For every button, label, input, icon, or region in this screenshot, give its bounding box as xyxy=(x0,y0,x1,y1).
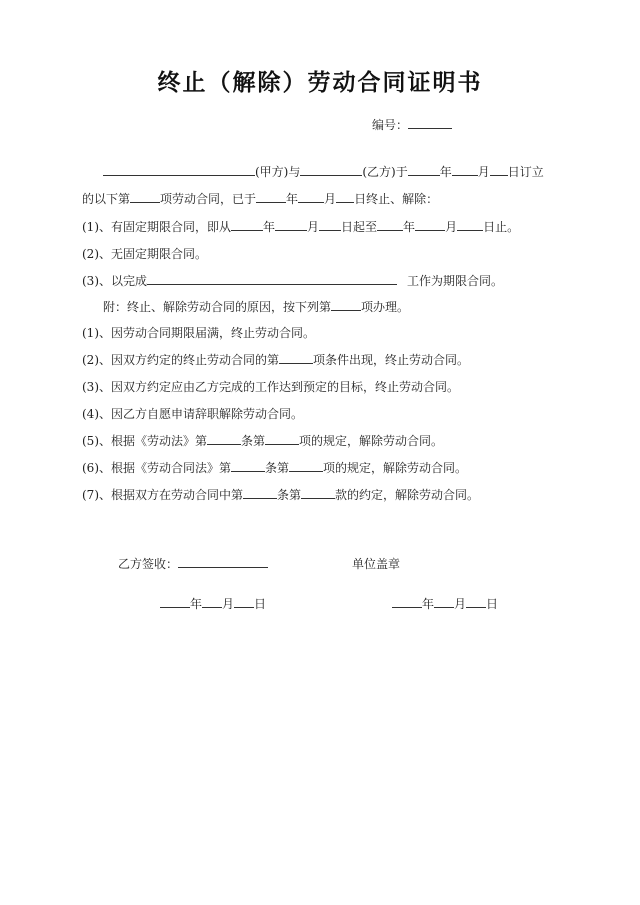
item-3-suffix: 工作为期限合同。 xyxy=(407,274,504,288)
sign-day-label: 日订立 xyxy=(507,165,544,179)
reason-5 xyxy=(82,432,443,449)
unit-seal: 单位盖章 xyxy=(352,557,401,571)
reason-5-article-label: 条第 xyxy=(241,434,266,448)
reason-5-item-blank[interactable] xyxy=(265,432,299,445)
reason-6-article-blank[interactable] xyxy=(231,459,265,472)
contract-mid-label: 项劳动合同，已于 xyxy=(160,192,257,206)
reason-1: (1)、因劳动合同期限届满，终止劳动合同。 xyxy=(82,326,315,340)
reason-3: (3)、因双方约定应由乙方完成的工作达到预定的目标，终止劳动合同。 xyxy=(82,380,460,394)
unit-day-blank[interactable] xyxy=(466,595,486,608)
reason-2 xyxy=(82,351,469,368)
to-month-blank[interactable] xyxy=(415,218,445,231)
sign-year-label: 年 xyxy=(439,165,452,179)
item-2: (2)、无固定期限合同。 xyxy=(82,247,207,261)
item-3-label: (3)、以完成 xyxy=(82,274,147,288)
party-b-day-label: 日 xyxy=(254,597,267,611)
from-year-label: 年 xyxy=(263,220,276,234)
party-a-label: (甲方)与 xyxy=(255,165,301,179)
end-month-blank[interactable] xyxy=(298,190,324,203)
reason-2-suffix: 项条件出现，终止劳动合同。 xyxy=(313,353,470,367)
number-label: 编号： xyxy=(372,118,409,132)
party-b-label: (乙方)于 xyxy=(362,165,408,179)
party-b-month-label: 月 xyxy=(222,597,235,611)
contract-number-label: 的以下第 xyxy=(82,192,131,206)
document-title: 终止（解除）劳动合同证明书 xyxy=(157,69,483,96)
reason-5-suffix: 项的规定，解除劳动合同。 xyxy=(299,434,444,448)
unit-month-blank[interactable] xyxy=(434,595,454,608)
reason-6-label: (6)、根据《劳动合同法》第 xyxy=(82,461,231,475)
reason-6-article-label: 条第 xyxy=(265,461,290,475)
reason-2-label: (2)、因双方约定的终止劳动合同的第 xyxy=(82,353,279,367)
from-year-blank[interactable] xyxy=(231,218,263,231)
appendix-intro xyxy=(103,298,409,315)
sign-year-blank[interactable] xyxy=(408,163,440,176)
contract-number-blank[interactable] xyxy=(130,190,160,203)
reason-4: (4)、因乙方自愿申请辞职解除劳动合同。 xyxy=(82,407,303,421)
party-b-date xyxy=(160,595,266,612)
reason-7 xyxy=(82,486,479,503)
end-day-blank[interactable] xyxy=(336,190,354,203)
unit-year-label: 年 xyxy=(422,597,435,611)
number-blank[interactable] xyxy=(408,116,452,129)
terminate-label: 日终止、解除： xyxy=(354,192,439,206)
reason-number-blank[interactable] xyxy=(331,298,361,311)
sign-month-blank[interactable] xyxy=(452,163,478,176)
from-month-blank[interactable] xyxy=(275,218,307,231)
reason-7-label: (7)、根据双方在劳动合同中第 xyxy=(82,488,243,502)
reason-5-label: (5)、根据《劳动法》第 xyxy=(82,434,207,448)
reason-2-blank[interactable] xyxy=(279,351,313,364)
party-b-day-blank[interactable] xyxy=(234,595,254,608)
to-month-label: 月 xyxy=(445,220,458,234)
end-month-label: 月 xyxy=(324,192,337,206)
reason-7-suffix: 款的约定，解除劳动合同。 xyxy=(335,488,480,502)
work-task-blank[interactable] xyxy=(147,272,397,285)
party-b-sign-label: 乙方签收： xyxy=(118,557,179,571)
party-a-blank[interactable] xyxy=(103,163,255,176)
unit-month-label: 月 xyxy=(454,597,467,611)
item-1 xyxy=(82,218,519,235)
to-year-blank[interactable] xyxy=(377,218,403,231)
to-day-label: 日止。 xyxy=(483,220,520,234)
to-year-label: 年 xyxy=(403,220,416,234)
reason-7-clause-blank[interactable] xyxy=(301,486,335,499)
item-1-label: (1)、有固定期限合同，即从 xyxy=(82,220,231,234)
party-b-month-blank[interactable] xyxy=(202,595,222,608)
document-number xyxy=(372,116,452,133)
reason-7-article-label: 条第 xyxy=(277,488,302,502)
unit-day-label: 日 xyxy=(486,597,499,611)
sign-month-label: 月 xyxy=(477,165,490,179)
party-b-blank[interactable] xyxy=(300,163,362,176)
to-day-blank[interactable] xyxy=(457,218,483,231)
party-b-year-blank[interactable] xyxy=(160,595,190,608)
from-day-label: 日起至 xyxy=(341,220,378,234)
appendix-label: 附：终止、解除劳动合同的原因，按下列第 xyxy=(103,300,332,314)
party-b-signature xyxy=(118,555,268,572)
party-b-year-label: 年 xyxy=(190,597,203,611)
reason-6-suffix: 项的规定，解除劳动合同。 xyxy=(323,461,468,475)
end-year-blank[interactable] xyxy=(256,190,286,203)
appendix-suffix: 项办理。 xyxy=(361,300,410,314)
reason-6-item-blank[interactable] xyxy=(289,459,323,472)
from-month-label: 月 xyxy=(307,220,320,234)
party-b-sign-blank[interactable] xyxy=(178,555,268,568)
sign-day-blank[interactable] xyxy=(490,163,508,176)
intro-line-1 xyxy=(103,163,544,180)
unit-year-blank[interactable] xyxy=(392,595,422,608)
reason-5-article-blank[interactable] xyxy=(207,432,241,445)
reason-7-article-blank[interactable] xyxy=(243,486,277,499)
end-year-label: 年 xyxy=(286,192,299,206)
from-day-blank[interactable] xyxy=(319,218,341,231)
item-3 xyxy=(82,272,503,289)
intro-line-2 xyxy=(82,190,438,207)
unit-date xyxy=(392,595,498,612)
reason-6 xyxy=(82,459,467,476)
